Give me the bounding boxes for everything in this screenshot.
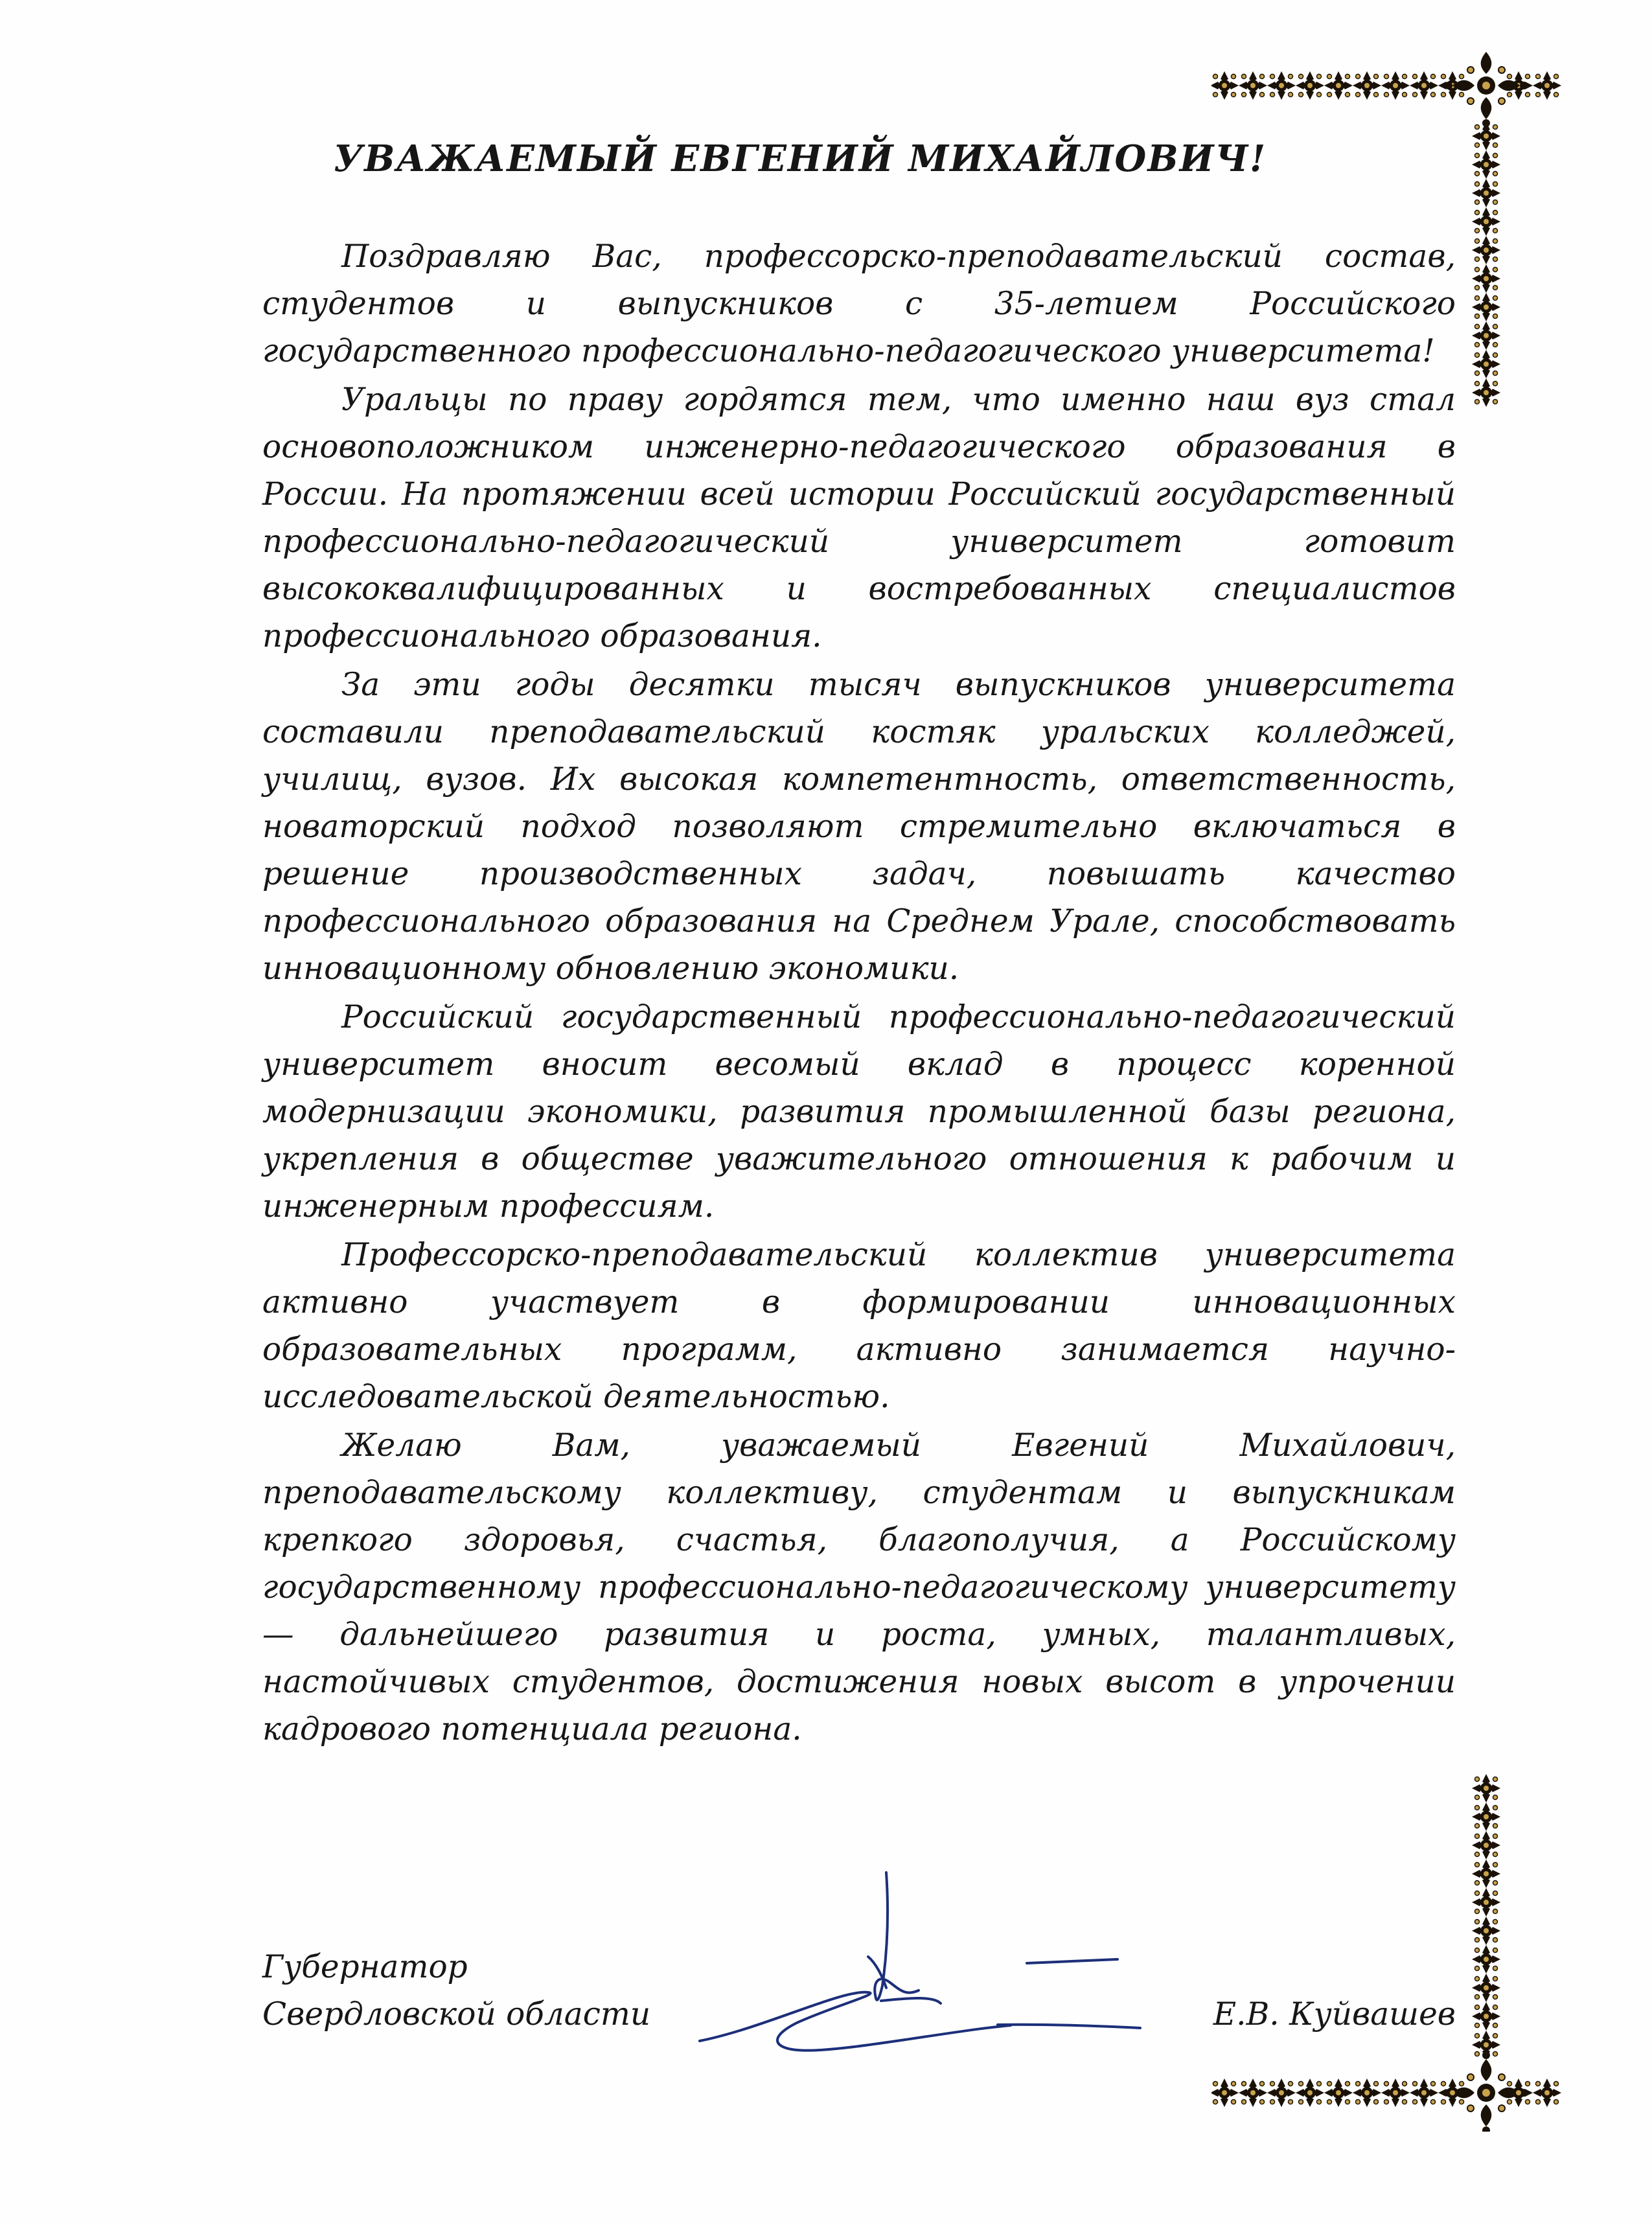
paragraph: Желаю Вам, уважаемый Евгений Михайлович, преподавательскому коллективу, студентам и выпускникам крепкого здоровья, счастья, благополучия, а Российскому государственному профессионально-педагогическому университету — дальнейшего развития и роста, умных, талантливых, настойчивых студентов, достижения новых высот в упрочении кадрового потенциала региона. xyxy=(262,1427,1456,1747)
paragraph: Российский государственный профессионально-педагогический университет вносит весомый вклад в процесс коренной модернизации экономики, развития промышленной базы региона, укрепления в обществе уважительного отношения к рабочим и инженерным профессиям. xyxy=(262,999,1456,1225)
letter-title: УВАЖАЕМЫЙ ЕВГЕНИЙ МИХАЙЛОВИЧ! xyxy=(333,137,1267,180)
letter-body xyxy=(262,233,1456,1755)
handwritten-signature-icon xyxy=(674,1853,1166,2112)
paragraph: Поздравляю Вас, профессорско-преподавательский состав, студентов и выпускников с 35-летием Российского государственного профессионально-педагогического университета! xyxy=(262,238,1456,369)
signer-position xyxy=(262,1944,650,2038)
signer-name: Е.В. Куйвашев xyxy=(1213,1996,1456,2033)
position-line-2: Свердловской области xyxy=(262,1996,651,2033)
position-line-1: Губернатор xyxy=(262,1949,468,1985)
paragraph: За эти годы десятки тысяч выпускников университета составили преподавательский костяк уральских колледжей, училищ, вузов. Их высокая компетентность, ответственность, новаторский подход позволяют стремительно включаться в решение производственных задач, повышать качество профессионального образования на Среднем Урале, способствовать инновационному обновлению экономики. xyxy=(262,667,1456,987)
paragraph: Профессорско-преподавательский коллектив университета активно участвует в формировании инновационных образовательных программ, активно занимается научно-исследовательской деятельностью. xyxy=(262,1237,1456,1415)
paragraph: Уральцы по праву гордятся тем, что именно наш вуз стал основоположником инженерно-педагогического образования в России. На протяжении всей истории Российский государственный профессионально-педагогический университет готовит высококвалифицированных и востребованных специалистов профессионального образования. xyxy=(262,382,1456,654)
bottom-ornament-icon xyxy=(1211,1769,1574,2132)
